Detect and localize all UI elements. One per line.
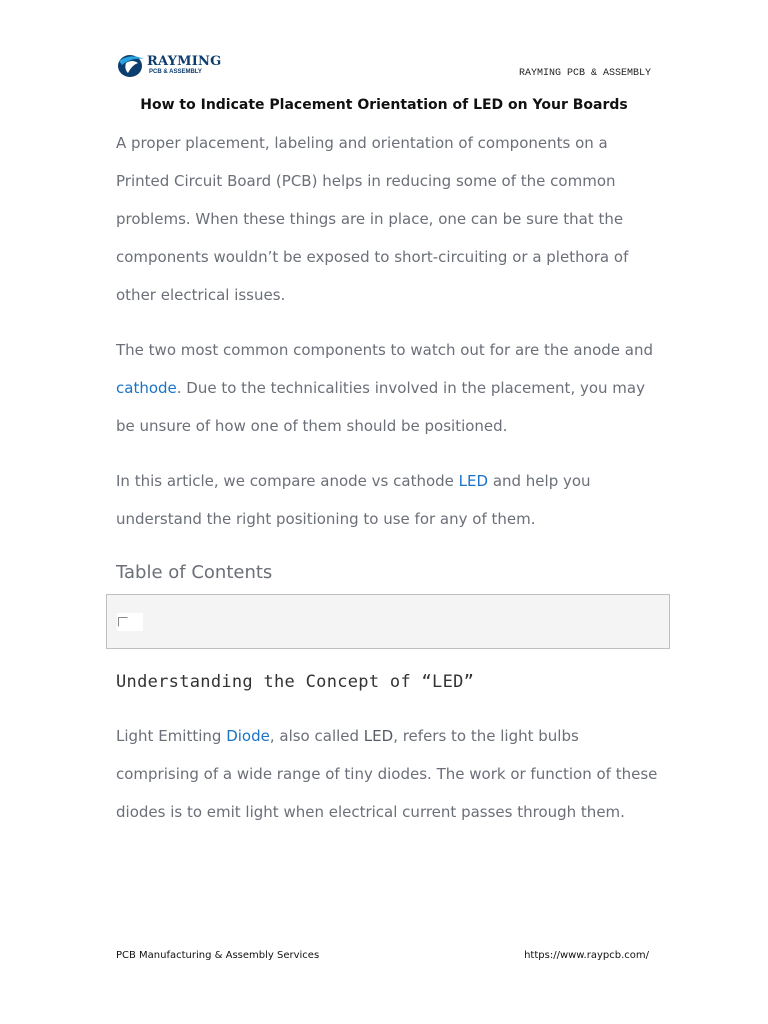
article-intro-paragraph: [116, 462, 661, 538]
led-concept-paragraph: [116, 717, 661, 831]
header-company-name: RAYMING PCB & ASSEMBLY: [518, 68, 651, 79]
toc-heading: Table of Contents: [116, 562, 273, 583]
led-link[interactable]: LED: [458, 472, 489, 490]
paragraph-text: . Due to the technicalities involved in the placement, you may be unsure of how one of them should be positioned.: [116, 379, 645, 435]
diode-link[interactable]: Diode: [226, 727, 270, 745]
rayming-swoosh-icon: [116, 51, 146, 79]
paragraph-text: The two most common components to watch out for are the anode and: [116, 341, 653, 359]
footer-services: PCB Manufacturing & Assembly Services: [116, 950, 320, 961]
paragraph-text: In this article, we compare anode vs cathode: [116, 472, 459, 490]
company-logo: [116, 51, 222, 81]
section-heading: Understanding the Concept of “LED”: [116, 672, 475, 692]
paragraph-text: , also called: [269, 727, 364, 745]
checkbox-icon[interactable]: [117, 613, 143, 631]
paragraph-text: , refers to the light bulbs comprising of a wide range of tiny diodes. The work or function of these diodes is to emit light when electrical current passes through them.: [116, 727, 658, 821]
intro-paragraph: A proper placement, labeling and orientation of components on a Printed Circuit Board (PCB) helps in reducing some of the common problems. When these things are in place, one can be sure that the components wouldn’t be exposed to short-circuiting or a plethora of other electrical issues.: [116, 134, 629, 304]
logo-name: RAYMING: [147, 54, 222, 69]
led-term: LED: [363, 727, 394, 745]
anode-cathode-paragraph: [116, 331, 661, 445]
paragraph-text: Light Emitting: [116, 727, 227, 745]
footer-url[interactable]: https://www.raypcb.com/: [524, 950, 649, 961]
cathode-link[interactable]: cathode: [116, 379, 177, 397]
page-title: How to Indicate Placement Orientation of LED on Your Boards: [140, 97, 628, 113]
paragraph-text: and help you understand the right positioning to use for any of them.: [116, 472, 591, 528]
table-of-contents-box: [106, 594, 670, 649]
logo-subtitle: PCB & ASSEMBLY: [149, 69, 202, 75]
